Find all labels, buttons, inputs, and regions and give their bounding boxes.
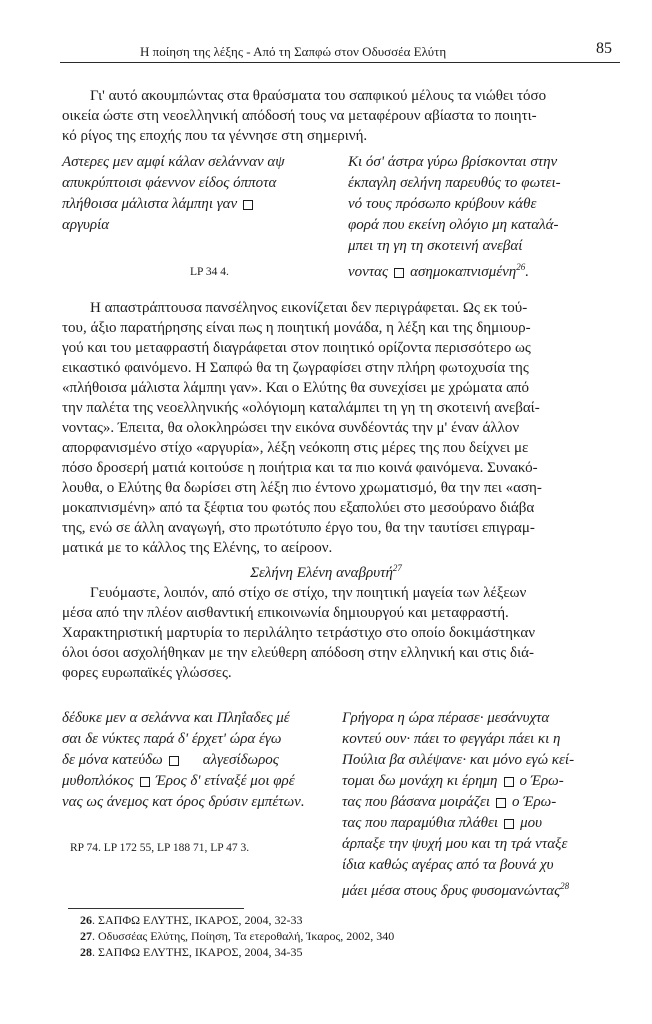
poem2-original bbox=[62, 708, 337, 813]
verse-text: ο Έρω- bbox=[512, 794, 557, 810]
verse-line: νό τους πρόσωπο κρύβουν κάθε bbox=[348, 196, 537, 212]
footnote-item bbox=[80, 928, 394, 944]
verse-line: σαι δε νύκτες παρά δ' έρχετ' ώρα έγω bbox=[62, 731, 282, 747]
verse-text: δε μόνα κατεύδω bbox=[62, 752, 163, 768]
text-line: φορες ευρωπαϊκές γλώσσες. bbox=[62, 665, 232, 681]
poem1-original bbox=[62, 152, 332, 236]
text-line: όλοι όσοι ασχολήθηκαν με την ελεύθερη απόδοση στην ελληνική και στις διά- bbox=[62, 645, 534, 661]
footnote-mark: 28 bbox=[560, 881, 570, 891]
verse-line: αργυρία bbox=[62, 217, 110, 233]
verse-text: τας που βάσανα μοιράζει bbox=[342, 794, 491, 810]
main-paragraph bbox=[62, 298, 614, 558]
text-line: πόσο δροσερή ματιά κοιτούσε η ποιήτρια και τα πιο κοινά φαινόμενα. Συνακό- bbox=[62, 460, 538, 476]
running-header-title: Η ποίηση της λέξης - Από τη Σαπφώ στον Οδυσσέα Ελύτη bbox=[140, 44, 447, 59]
verse-line: νοντας ασημοκαπνισμένη$^{26}$. bbox=[348, 262, 529, 280]
footnote-number: 26 bbox=[80, 913, 92, 927]
stanza-break-box-icon bbox=[243, 200, 253, 210]
verse-text: μάει μέσα στους δρυς φυσομανώντας bbox=[342, 883, 561, 899]
verse-line: μπει τη γη τη σκοτεινή ανεβαί bbox=[348, 238, 523, 254]
footnotes bbox=[80, 912, 394, 960]
poem2-translation bbox=[342, 708, 620, 897]
verse-line bbox=[62, 771, 337, 792]
verse-text: πλήθοισα μάλιστα λάμπηι γαν bbox=[62, 196, 238, 212]
text-line: Γι' αυτό ακουμπώντας στα θραύσματα του σαπφικού μέλους τα νιώθει τόσο bbox=[90, 88, 547, 104]
verse-line: κοντεύ ουν· πάει το φεγγάρι πάει κι η bbox=[342, 731, 561, 747]
verse-line bbox=[62, 750, 337, 771]
text-line: νοντας». Έπειτα, θα ολοκληρώσει την εικόνα συνδέοντάς την μ' έναν άλλον bbox=[62, 420, 520, 436]
verse-line: ίδια καθώς αγέρας από τα βουνά χυ bbox=[342, 857, 554, 873]
text-line: ματικά με το κάλλος της Ελένης, το αείροον. bbox=[62, 540, 333, 556]
footnote-number: 28 bbox=[80, 945, 92, 959]
verse-text: μου bbox=[520, 815, 543, 831]
text-line: λουθα, ο Ελύτης θα δωρίσει στη λέξη πιο έντονο χρωματισμό, θα την πει «αση- bbox=[62, 480, 542, 496]
verse-text: ασημοκαπνισμένη bbox=[410, 264, 517, 280]
footnote-text: . ΣΑΠΦΩ ΕΛΥΤΗΣ, ΙΚΑΡΟΣ, 2004, 34-35 bbox=[92, 945, 303, 959]
text-line: απορφανισμένο στίχο «αργυρία», λέξη νεόκοπη στις μέρες της που δείχνει με bbox=[62, 440, 529, 456]
text-line: εικαστικό φαινόμενο. Η Σαπφώ θα τη ζωγραφίσει στην πλήρη φωτοχυσία της bbox=[62, 360, 529, 376]
text-line: μοκαπνισμένη» από τα ξέφτια του φωτός που εξαπολύει στο μεσούρανο διάβα bbox=[62, 500, 535, 516]
running-header bbox=[60, 36, 620, 63]
poem2-reference: RP 74. LP 172 55, LP 188 71, LP 47 3. bbox=[70, 842, 250, 854]
text-line: «πλήθοισα μάλιστα λάμπηι γαν». Και ο Ελύτης θα συνεχίσει με χρώματα από bbox=[62, 380, 530, 396]
stanza-break-box-icon bbox=[169, 756, 179, 766]
verse-text: μυθοπλόκος bbox=[62, 773, 134, 789]
verse-line: άρπαξε την ψυχή μου και τη τρά νταξε bbox=[342, 836, 568, 852]
text-line: του, άξιο παρατήρησης είναι πως η ποιητική μονάδα, η λέξη και της δημιουρ- bbox=[62, 320, 531, 336]
page-number: 85 bbox=[596, 40, 612, 57]
verse-line: απυκρύπτοισι φάεννον είδος όπποτα bbox=[62, 175, 277, 191]
verse-line: έκπαγλη σελήνη παρευθύς το φωτει- bbox=[348, 175, 561, 191]
footnote-text: . Οδυσσέας Ελύτης, Ποίηση, Τα ετεροθαλή, Ίκαρος, 2002, 340 bbox=[92, 929, 395, 943]
centered-title bbox=[0, 563, 652, 582]
verse-text: ο Έρω- bbox=[519, 773, 564, 789]
footnote-number: 27 bbox=[80, 929, 92, 943]
text-line: γού και του μεταφραστή διαγράφεται στον ποιητικό ορίζοντα περισσότερο ως bbox=[62, 340, 531, 356]
second-paragraph bbox=[62, 583, 614, 683]
stanza-break-box-icon bbox=[394, 268, 404, 278]
text-line: Γευόμαστε, λοιπόν, από στίχο σε στίχο, την ποιητική μαγεία των λέξεων bbox=[90, 585, 527, 601]
text-line: Χαρακτηριστική μαρτυρία το περιλάλητο τετράστιχο στο οποίο δοκιμάστηκαν bbox=[62, 625, 536, 641]
text-line: της, ενώ σε άλλη αναγωγή, στο πρωτότυπο έργο του, θα την ταυτίσει επιγραμ- bbox=[62, 520, 535, 536]
intro-paragraph bbox=[62, 86, 614, 146]
verse-text: αλγεσίδωρος bbox=[202, 752, 279, 768]
stanza-break-box-icon bbox=[140, 777, 150, 787]
verse-line bbox=[342, 771, 620, 792]
text-line: κό ρίγος της εποχής που τα γέννησε στη σημερινή. bbox=[62, 128, 368, 144]
verse-text: νοντας bbox=[348, 264, 389, 280]
verse-line: νας ως άνεμος κατ όρος δρύσιν εμπέτων. bbox=[62, 794, 305, 810]
stanza-break-box-icon bbox=[504, 819, 514, 829]
poem1-translation bbox=[348, 152, 618, 278]
centered-title-text: Σελήνη Ελένη αναβρυτή bbox=[250, 565, 393, 581]
text-line: οικεία ώστε στη νεοελληνική απόδοσή τους να μεταφέρουν αβίαστα το ποιητι- bbox=[62, 108, 537, 124]
text-line: Η απαστράπτουσα πανσέληνος εικονίζεται δεν περιγράφεται. Ως εκ τού- bbox=[90, 300, 528, 316]
verse-line: φορά που εκείνη ολόγιο μη καταλά- bbox=[348, 217, 559, 233]
footnote-mark: 26 bbox=[516, 262, 526, 272]
footnote-item bbox=[80, 912, 394, 928]
footnote-divider bbox=[68, 908, 244, 909]
stanza-break-box-icon bbox=[496, 798, 506, 808]
verse-line: Γρήγορα η ώρα πέρασε· μεσάνυχτα bbox=[342, 710, 550, 726]
text-line: την παλέτα της νεοελληνικής «ολόγιομη καταλάμπει τη γη τη σκοτεινή ανεβαί- bbox=[62, 400, 540, 416]
verse-text: Έρος δ' ετίναξέ μοι φρέ bbox=[155, 773, 295, 789]
footnote-item bbox=[80, 944, 394, 960]
poem1-reference: LP 34 4. bbox=[190, 266, 229, 278]
verse-text: τας που παραμύθια πλάθει bbox=[342, 815, 499, 831]
verse-line: Πούλια βα σιλέψανε· και μόνο εγώ κεί- bbox=[342, 752, 575, 768]
verse-line: Κι όσ' άστρα γύρω βρίσκονται στην bbox=[348, 154, 558, 170]
stanza-break-box-icon bbox=[504, 777, 514, 787]
text-line: μέσα από την πλέον αισθαντική επικοινωνία δημιουργού και μεταφραστή. bbox=[62, 605, 509, 621]
verse-line: Αστερες μεν αμφί κάλαν σελάνναν αψ bbox=[62, 154, 285, 170]
footnote-text: . ΣΑΠΦΩ ΕΛΥΤΗΣ, ΙΚΑΡΟΣ, 2004, 32-33 bbox=[92, 913, 303, 927]
verse-line bbox=[342, 792, 620, 813]
footnote-mark: 27 bbox=[392, 563, 402, 573]
verse-text: τομαι δω μονάχη κι έρημη bbox=[342, 773, 498, 789]
verse-line bbox=[342, 813, 620, 834]
verse-line bbox=[342, 876, 620, 897]
verse-line: δέδυκε μεν α σελάννα και Πληΐαδες μέ bbox=[62, 710, 290, 726]
verse-line bbox=[62, 194, 332, 215]
